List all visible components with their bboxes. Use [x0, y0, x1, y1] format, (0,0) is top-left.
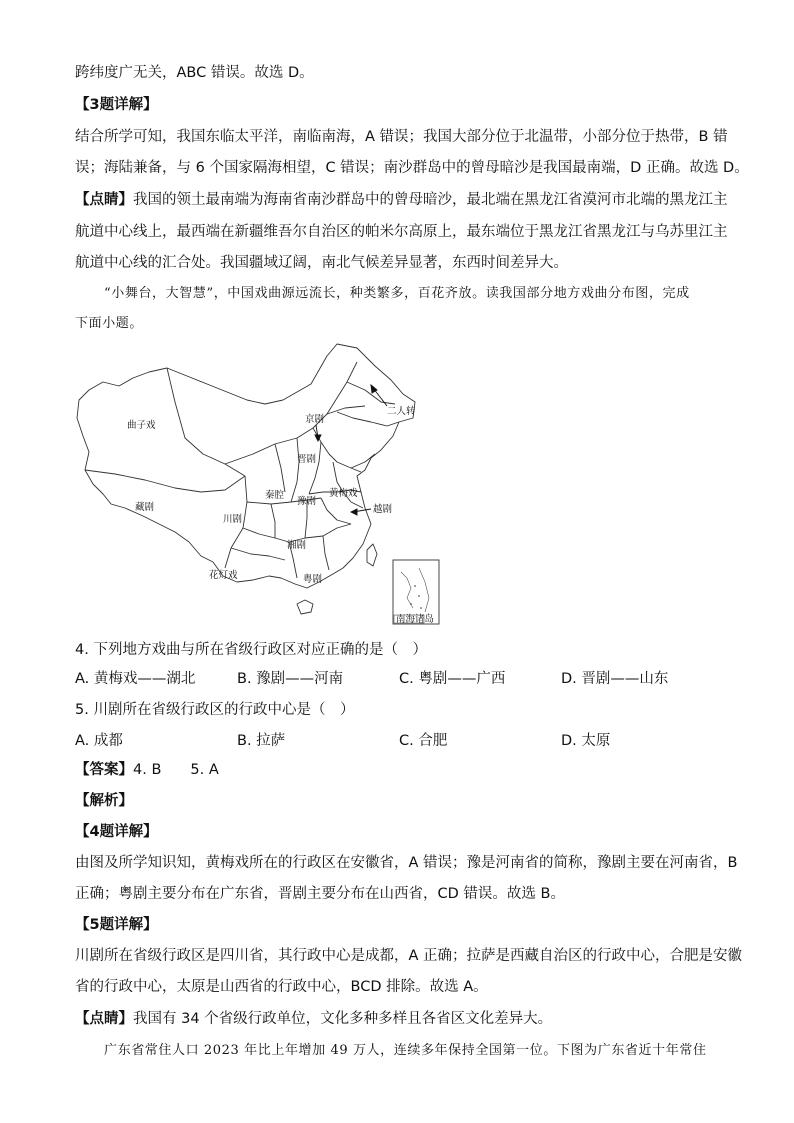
- intro-line: “小舞台，大智慧”，中国戏曲源远流长，种类繁多，百花齐放。读我国部分地方戏曲分布图，完成: [104, 286, 690, 301]
- section-heading: 【5题详解】: [75, 917, 158, 933]
- china-outline: [77, 344, 415, 588]
- q4-option-a[interactable]: A. 黄梅戏——湖北: [75, 671, 196, 687]
- map-label: 豫剧: [297, 496, 317, 507]
- map-label: 花灯戏: [209, 570, 238, 581]
- section-heading: 【3题详解】: [75, 97, 158, 113]
- q4-option-b[interactable]: B. 豫剧——河南: [237, 671, 344, 687]
- q5-option-b[interactable]: B. 拉萨: [237, 733, 286, 749]
- text-line: 由图及所学知识知，黄梅戏所在的行政区在安徽省，A 错误；豫是河南省的简称，豫剧主要在河南省，B: [75, 855, 738, 871]
- answer-line: 【答案】4. B 5. A: [75, 762, 219, 778]
- intro-line: 下面小题。: [75, 316, 144, 331]
- text-line: 【点睛】我国有 34 个省级行政单位，文化多种多样且各省区文化差异大。: [75, 1011, 553, 1027]
- map-label: 粤剧: [303, 574, 323, 585]
- map-label: 黄梅戏: [329, 488, 358, 499]
- text-line: 航道中心线的汇合处。我国疆域辽阔，南北气候差异显著，东西时间差异大。: [75, 255, 568, 271]
- q5-option-c[interactable]: C. 合肥: [399, 733, 448, 749]
- text-line: 【点睛】我国的领土最南端为海南省南沙群岛中的曾母暗沙，最北端在黑龙江省漠河市北端的黑龙江主: [75, 192, 728, 208]
- q5-option-a[interactable]: A. 成都: [75, 733, 123, 749]
- map-label: 晋剧: [297, 454, 317, 465]
- inset-label: 南海诸岛: [396, 614, 435, 625]
- text-line: 川剧所在省级行政区是四川省，其行政中心是成都，A 正确；拉萨是西藏自治区的行政中心，合肥是安徽: [75, 948, 743, 964]
- text-line: 省的行政中心，太原是山西省的行政中心，BCD 排除。故选 A。: [75, 979, 488, 995]
- question-4-stem: 4. 下列地方戏曲与所在省级行政区对应正确的是（ ）: [75, 642, 427, 658]
- text-line: 跨纬度广无关，ABC 错误。故选 D。: [75, 65, 314, 81]
- section-tag: 【点睛】: [75, 1011, 133, 1027]
- q4-option-c[interactable]: C. 粤剧——广西: [399, 671, 506, 687]
- south-china-sea-inset: [393, 560, 439, 625]
- text-line: 误；海陆兼备，与 6 个国家隔海相望，C 错误；南沙群岛中的曾母暗沙是我国最南端，D 正确。故选 D。: [75, 160, 749, 176]
- map-label: 秦腔: [265, 490, 285, 501]
- intro-line: 广东省常住人口 2023 年比上年增加 49 万人，连续多年保持全国第一位。下图为广东省近十年常住: [104, 1043, 707, 1058]
- q4-option-d[interactable]: D. 晋剧——山东: [561, 671, 669, 687]
- question-5-stem: 5. 川剧所在省级行政区的行政中心是（ ）: [75, 702, 355, 718]
- analysis-heading: 【解析】: [75, 793, 133, 809]
- text-line: 结合所学可知，我国东临太平洋，南临南海，A 错误；我国大部分位于北温带，小部分位于热带，B 错: [75, 129, 728, 145]
- map-label: 越剧: [373, 504, 393, 515]
- section-tag: 【点睛】: [75, 192, 133, 208]
- map-label: 京剧: [305, 414, 325, 425]
- map-label: 川剧: [223, 514, 243, 525]
- map-label: 二人转: [387, 406, 416, 417]
- map-label: 湘剧: [287, 540, 307, 551]
- opera-distribution-map: [75, 342, 443, 628]
- text-line: 航道中心线上，最西端在新疆维吾尔自治区的帕米尔高原上，最东端位于黑龙江省黑龙江与乌苏里江主: [75, 224, 728, 240]
- text-line: 正确；粤剧主要分布在广东省，晋剧主要分布在山西省，CD 错误。故选 B。: [75, 886, 565, 902]
- q5-option-d[interactable]: D. 太原: [561, 733, 611, 749]
- map-label: 藏剧: [135, 502, 155, 513]
- map-label: 曲子戏: [127, 420, 156, 431]
- section-heading: 【4题详解】: [75, 824, 158, 840]
